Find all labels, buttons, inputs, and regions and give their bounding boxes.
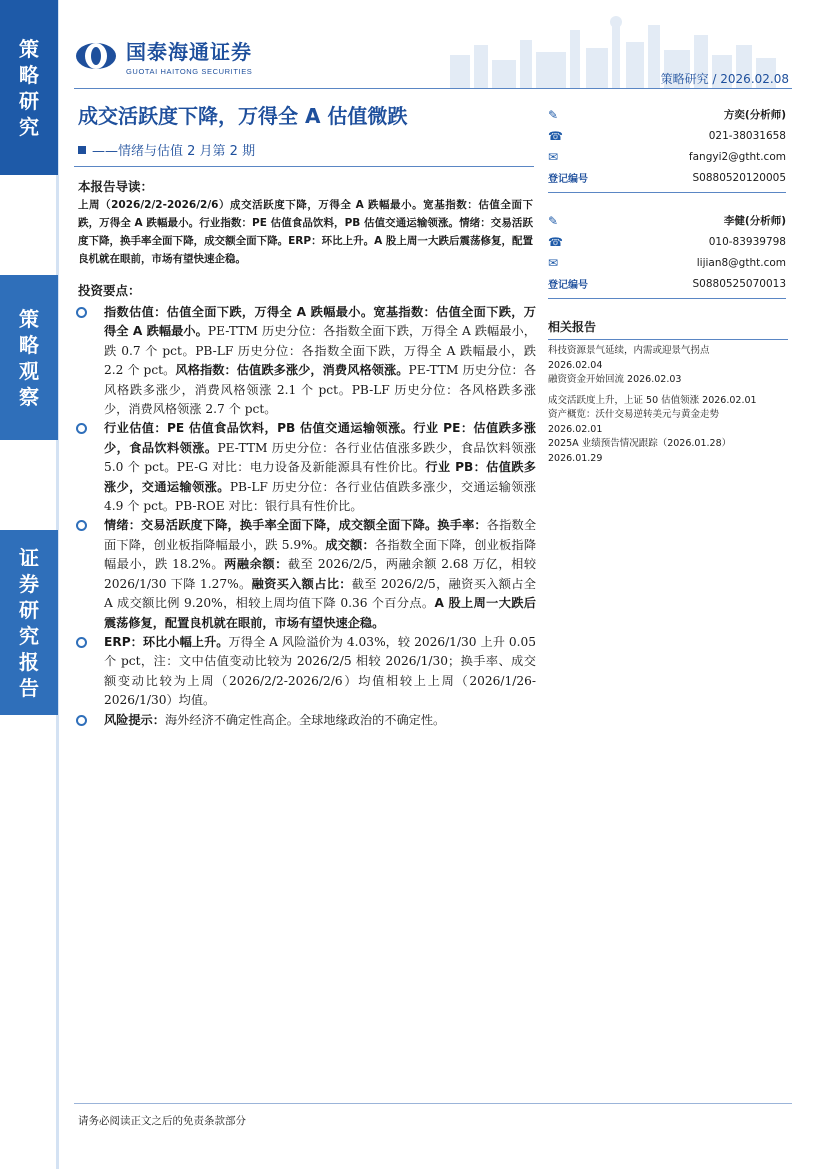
company-logo: [74, 36, 252, 76]
analyst-card-2: ✎ 李健(分析师) ☎ 010-83939798 ✉ lijian8@gtht.com 登记编号 S0880525070013: [548, 210, 786, 299]
point-erp: ERP：环比小幅上升。万得全 A 风险溢价为 4.03%，较 2026/1/30 上升 0.05 个 pct，注：文中估值变动比较为 2026/2/5 相较 2026/1/30；换手率、成交额变动比较为上周（2026/2/2-2026/2/6）均值相较上上周（2026/1/26-2026/1/30）均值。: [74, 633, 536, 711]
footer-divider: [74, 1103, 792, 1104]
analyst-email-link[interactable]: fangyi2@gtht.com: [688, 150, 786, 163]
bullet-icon: [76, 715, 87, 726]
related-report-link[interactable]: 科技资源景气延续，内需或迎景气拐点 2026.02.04: [548, 345, 710, 371]
side-tab-strategy-research: 策 略 研 究: [0, 0, 58, 175]
point-index-valuation: 指数估值：估值全面下跌，万得全 A 跌幅最小。宽基指数：估值全面下跌，万得全 A 跌幅最小。PE-TTM 历史分位：各指数全面下跌，万得全 A 跌幅最小，跌 0.7 个 pct。PB-LF 历史分位：各指数全面下跌，万得全 A 跌幅最小，跌 2.2 个 pct。风格指数：估值跌多涨少，消费风格领涨。PE-TTM 历史分位：各风格跌多涨少，消费风格领涨 2.1 个 pct。PB-LF 历史分位：各风格跌多涨少，消费风格领涨 2.7 个 pct。: [74, 303, 536, 419]
points-heading: 投资要点：: [78, 283, 141, 298]
side-tab-strategy-observation: 策 略 观 察: [0, 275, 58, 440]
related-report-link[interactable]: 资产概览：沃什交易逆转美元与黄金走势 2026.02.01: [548, 409, 720, 435]
related-report-link[interactable]: 2025A 业绩预告情况跟踪（2026.01.28） 2026.01.29: [548, 438, 732, 464]
related-report-link[interactable]: 成交活跃度上升，上证 50 估值领涨 2026.02.01: [548, 394, 757, 406]
report-category-date: 策略研究 / 2026.02.08: [660, 72, 789, 86]
logo-name-en: GUOTAI HAITONG SECURITIES: [126, 67, 253, 76]
guide-text: 上周（2026/2/2-2026/2/6）成交活跃度下降，万得全 A 跌幅最小。宽基指数：估值全面下跌，万得全 A 跌幅最小。行业指数：PE 估值食品饮料，PB 估值交通运输领涨。情绪：交易活跃度下降，换手率全面下降，成交额全面下降。ERP：环比上升。A 股上周一大跌后震荡修复，配置良机就在眼前，市场有望快速企稳。: [78, 199, 533, 265]
disclaimer-text: 请务必阅读正文之后的免责条款部分: [78, 1115, 246, 1127]
square-bullet-icon: [78, 146, 86, 154]
related-reports: [548, 318, 788, 466]
point-sentiment: 情绪：交易活跃度下降，换手率全面下降，成交额全面下降。换手率：各指数全面下降，创业板指降幅最小，跌 5.9%。成交额：各指数全面下降，创业板指降幅最小，跌 18.2%。两融余额：截至 2026/2/5，两融余额 2.68 万亿，相较 2026/1/30 下降 1.27%。融资买入额占比：截至 2026/2/5，融资买入额占全 A 成交额比例 9.20%，相较上周均值下降 0.36 个百分点。A 股上周一大跌后震荡修复，配置良机就在眼前，市场有望快速企稳。: [74, 516, 536, 632]
investment-points: [74, 303, 536, 730]
related-heading: 相关报告: [548, 318, 788, 340]
title-divider: [74, 166, 534, 167]
person-icon: ✎: [548, 107, 559, 122]
email-icon: ✉: [548, 149, 559, 164]
side-tab-securities-report: 证 券 研 究 报 告: [0, 530, 58, 715]
report-subtitle: ——情绪与估值 2 月第 2 期: [78, 140, 255, 159]
analyst-card-1: ✎ 方奕(分析师) ☎ 021-38031658 ✉ fangyi2@gtht.com 登记编号 S0880520120005: [548, 104, 786, 193]
email-icon: ✉: [548, 255, 559, 270]
phone-icon: ☎: [548, 234, 563, 249]
point-industry-valuation: 行业估值：PE 估值食品饮料，PB 估值交通运输领涨。行业 PE：估值跌多涨少，食品饮料领涨。PE-TTM 历史分位：各行业估值涨多跌少，食品饮料领涨 5.0 个 pct。PE-G 对比：电力设备及新能源具有性价比。行业 PB：估值跌多涨少，交通运输领涨。PB-LF 历史分位：各行业估值跌多涨少，交通运输领涨 4.9 个 pct。PB-ROE 对比：银行具有性价比。: [74, 419, 536, 516]
header-divider: [74, 88, 792, 89]
bullet-icon: [76, 423, 87, 434]
bullet-icon: [76, 307, 87, 318]
bullet-icon: [76, 637, 87, 648]
guide-heading: 本报告导读：: [78, 179, 154, 194]
person-icon: ✎: [548, 213, 559, 228]
analyst-email-link[interactable]: lijian8@gtht.com: [696, 256, 786, 269]
phone-icon: ☎: [548, 128, 563, 143]
bullet-icon: [76, 520, 87, 531]
logo-icon: [74, 41, 118, 71]
logo-name-cn: 国泰海通证券: [126, 40, 252, 64]
point-risk: 风险提示：海外经济不确定性高企。全球地缘政治的不确定性。: [74, 711, 536, 730]
related-report-link[interactable]: 融资资金开始回流 2026.02.03: [548, 374, 682, 385]
report-title: 成交活跃度下降，万得全 A 估值微跌: [78, 104, 408, 128]
